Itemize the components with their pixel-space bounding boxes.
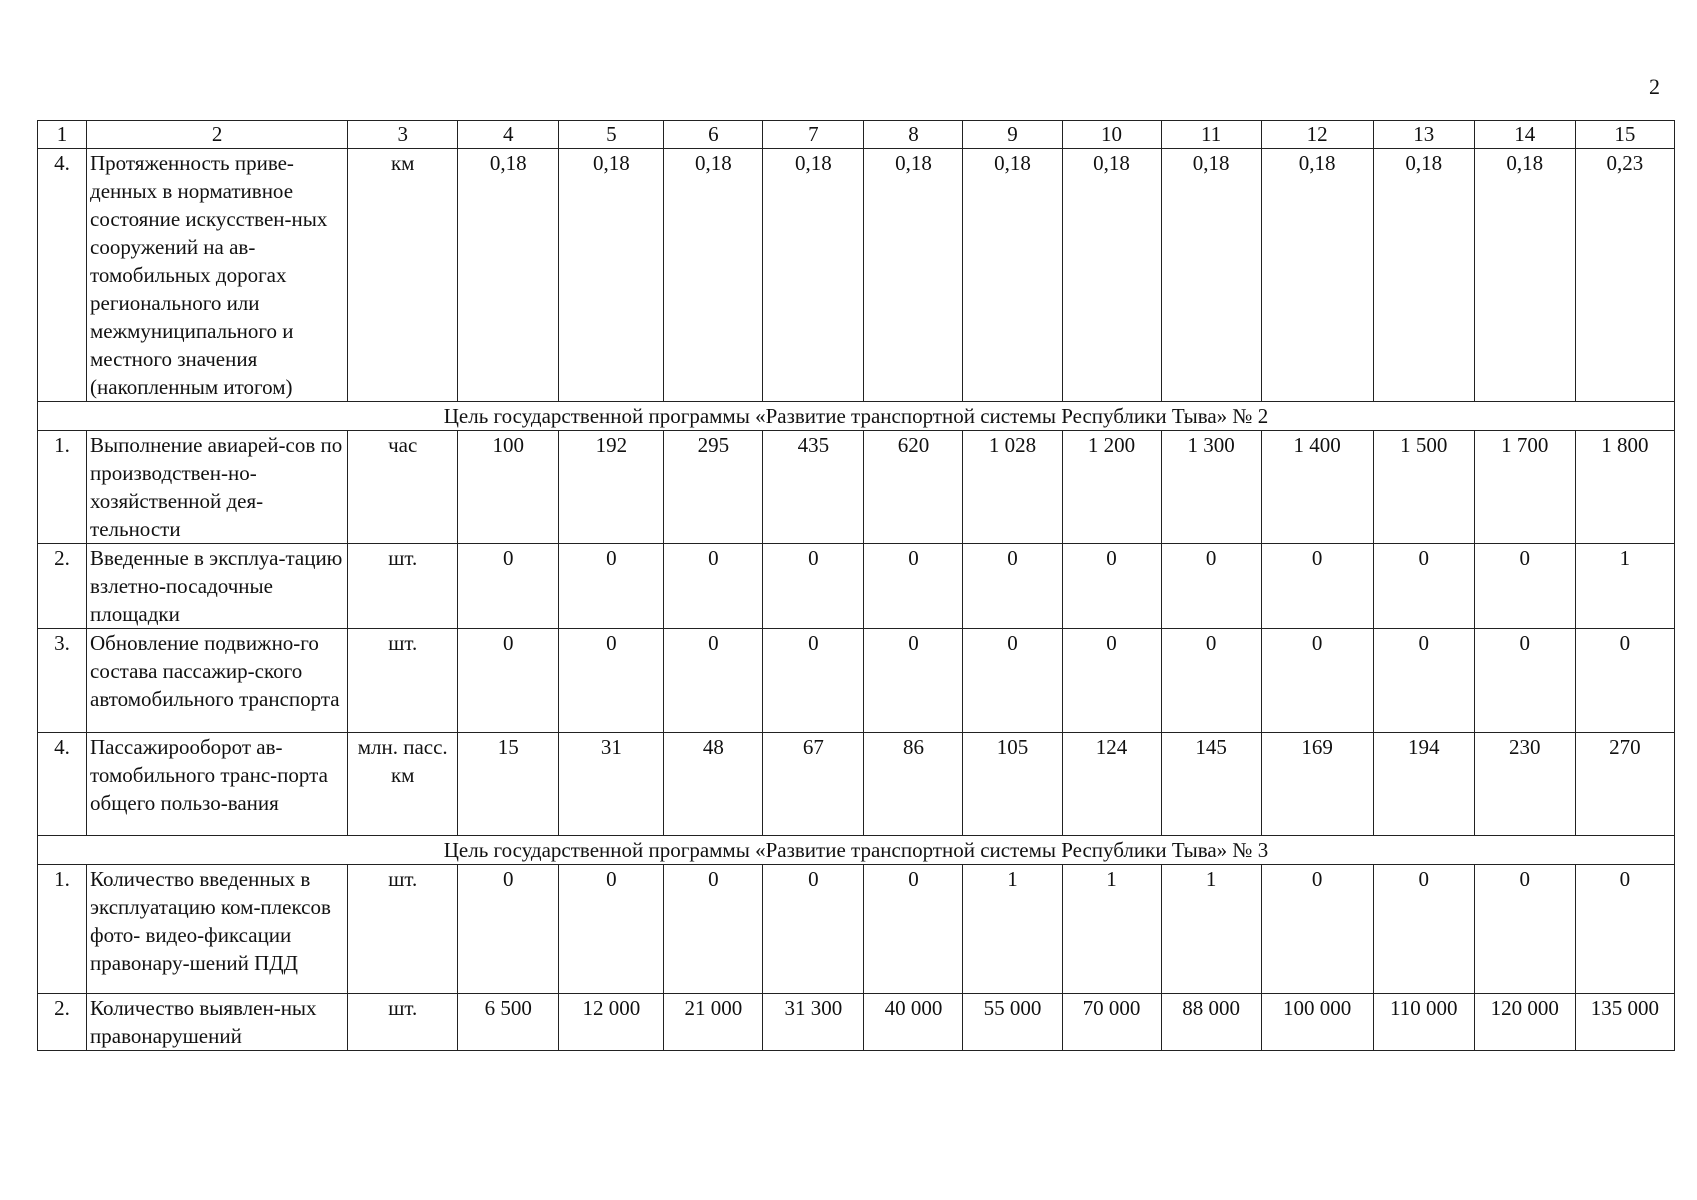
value-cell: 1 200 [1062, 431, 1161, 544]
value-cell: 169 [1261, 733, 1373, 836]
column-number: 3 [348, 121, 458, 149]
unit-of-measure: шт. [348, 629, 458, 733]
value-cell: 620 [864, 431, 963, 544]
value-cell: 435 [763, 431, 864, 544]
value-cell: 6 500 [458, 994, 559, 1051]
row-number: 1. [38, 865, 87, 994]
value-cell: 0,18 [1062, 149, 1161, 402]
value-cell: 0 [664, 544, 763, 629]
value-cell: 124 [1062, 733, 1161, 836]
column-number: 11 [1161, 121, 1261, 149]
table-row [38, 629, 1675, 733]
indicator-name: Количество введенных в эксплуатацию ком-плексов фото- видео-фиксации правонару-шений ПДД [87, 865, 348, 994]
value-cell: 0 [559, 629, 664, 733]
value-cell: 0 [458, 865, 559, 994]
column-number: 5 [559, 121, 664, 149]
value-cell: 0 [1373, 865, 1474, 994]
column-number: 1 [38, 121, 87, 149]
goal-heading: Цель государственной программы «Развитие транспортной системы Республики Тыва» № 2 [38, 402, 1675, 431]
page-number: 2 [1649, 74, 1660, 99]
value-cell: 0,18 [1373, 149, 1474, 402]
value-cell: 0,18 [458, 149, 559, 402]
indicator-name: Обновление подвижно-го состава пассажир-ского автомобильного транспорта [87, 629, 348, 733]
value-cell: 135 000 [1575, 994, 1674, 1051]
value-cell: 0 [1373, 544, 1474, 629]
value-cell: 1 700 [1474, 431, 1575, 544]
value-cell: 0,18 [864, 149, 963, 402]
value-cell: 0 [1474, 865, 1575, 994]
indicator-name: Протяженность приве-денных в нормативное состояние искусствен-ных сооружений на ав-томобильных дорогах регионального или межмуниципального и местного значения (накопленным итогом) [87, 149, 348, 402]
value-cell: 0,18 [559, 149, 664, 402]
value-cell: 0 [1575, 629, 1674, 733]
value-cell: 120 000 [1474, 994, 1575, 1051]
row-number: 3. [38, 629, 87, 733]
value-cell: 1 028 [963, 431, 1062, 544]
column-number: 2 [87, 121, 348, 149]
value-cell: 270 [1575, 733, 1674, 836]
value-cell: 31 300 [763, 994, 864, 1051]
unit-of-measure: млн. пасс. км [348, 733, 458, 836]
value-cell: 1 300 [1161, 431, 1261, 544]
indicator-name: Введенные в эксплуа-тацию взлетно-посадочные площадки [87, 544, 348, 629]
column-number: 10 [1062, 121, 1161, 149]
value-cell: 67 [763, 733, 864, 836]
table-row [38, 994, 1675, 1051]
value-cell: 0 [963, 544, 1062, 629]
value-cell: 15 [458, 733, 559, 836]
value-cell: 0 [1161, 629, 1261, 733]
row-number: 2. [38, 544, 87, 629]
value-cell: 0 [1062, 544, 1161, 629]
indicator-name: Выполнение авиарей-сов по производствен-но-хозяйственной дея-тельности [87, 431, 348, 544]
value-cell: 110 000 [1373, 994, 1474, 1051]
unit-of-measure: км [348, 149, 458, 402]
value-cell: 21 000 [664, 994, 763, 1051]
value-cell: 0 [864, 544, 963, 629]
value-cell: 1 800 [1575, 431, 1674, 544]
column-number: 15 [1575, 121, 1674, 149]
indicator-name: Пассажирооборот ав-томобильного транс-порта общего пользо-вания [87, 733, 348, 836]
value-cell: 1 [1161, 865, 1261, 994]
value-cell: 0 [1474, 544, 1575, 629]
value-cell: 145 [1161, 733, 1261, 836]
value-cell: 55 000 [963, 994, 1062, 1051]
column-number: 13 [1373, 121, 1474, 149]
value-cell: 0,18 [1474, 149, 1575, 402]
value-cell: 0,23 [1575, 149, 1674, 402]
table-row [38, 544, 1675, 629]
value-cell: 1 500 [1373, 431, 1474, 544]
column-number: 12 [1261, 121, 1373, 149]
table-body [38, 121, 1675, 1051]
value-cell: 0,18 [1161, 149, 1261, 402]
value-cell: 1 [1062, 865, 1161, 994]
row-number: 2. [38, 994, 87, 1051]
value-cell: 0,18 [763, 149, 864, 402]
value-cell: 31 [559, 733, 664, 836]
goal-row [38, 836, 1675, 865]
row-number: 4. [38, 149, 87, 402]
table-row [38, 149, 1675, 402]
row-number: 1. [38, 431, 87, 544]
row-number: 4. [38, 733, 87, 836]
value-cell: 0 [1575, 865, 1674, 994]
value-cell: 88 000 [1161, 994, 1261, 1051]
value-cell: 0 [664, 865, 763, 994]
value-cell: 86 [864, 733, 963, 836]
column-number: 4 [458, 121, 559, 149]
column-number: 7 [763, 121, 864, 149]
value-cell: 295 [664, 431, 763, 544]
value-cell: 0 [1261, 865, 1373, 994]
value-cell: 70 000 [1062, 994, 1161, 1051]
column-number-row [38, 121, 1675, 149]
value-cell: 0 [1261, 629, 1373, 733]
value-cell: 194 [1373, 733, 1474, 836]
value-cell: 0,18 [664, 149, 763, 402]
value-cell: 0 [559, 865, 664, 994]
value-cell: 100 000 [1261, 994, 1373, 1051]
table-row [38, 431, 1675, 544]
value-cell: 0 [1062, 629, 1161, 733]
value-cell: 0 [763, 629, 864, 733]
value-cell: 48 [664, 733, 763, 836]
value-cell: 230 [1474, 733, 1575, 836]
indicator-name: Количество выявлен-ных правонарушений [87, 994, 348, 1051]
unit-of-measure: час [348, 431, 458, 544]
value-cell: 0 [763, 544, 864, 629]
value-cell: 0 [458, 544, 559, 629]
value-cell: 0 [963, 629, 1062, 733]
table-row [38, 733, 1675, 836]
unit-of-measure: шт. [348, 865, 458, 994]
value-cell: 1 400 [1261, 431, 1373, 544]
goal-heading: Цель государственной программы «Развитие транспортной системы Республики Тыва» № 3 [38, 836, 1675, 865]
unit-of-measure: шт. [348, 544, 458, 629]
value-cell: 100 [458, 431, 559, 544]
value-cell: 0 [1261, 544, 1373, 629]
value-cell: 1 [963, 865, 1062, 994]
unit-of-measure: шт. [348, 994, 458, 1051]
column-number: 9 [963, 121, 1062, 149]
value-cell: 0 [1373, 629, 1474, 733]
column-number: 8 [864, 121, 963, 149]
value-cell: 0 [1161, 544, 1261, 629]
value-cell: 0 [458, 629, 559, 733]
value-cell: 0,18 [1261, 149, 1373, 402]
value-cell: 40 000 [864, 994, 963, 1051]
value-cell: 0 [664, 629, 763, 733]
value-cell: 0 [864, 629, 963, 733]
value-cell: 0 [559, 544, 664, 629]
value-cell: 1 [1575, 544, 1674, 629]
value-cell: 12 000 [559, 994, 664, 1051]
value-cell: 0,18 [963, 149, 1062, 402]
value-cell: 0 [1474, 629, 1575, 733]
value-cell: 0 [864, 865, 963, 994]
column-number: 14 [1474, 121, 1575, 149]
value-cell: 105 [963, 733, 1062, 836]
indicators-table [37, 120, 1675, 1051]
value-cell: 0 [763, 865, 864, 994]
column-number: 6 [664, 121, 763, 149]
table-row [38, 865, 1675, 994]
goal-row [38, 402, 1675, 431]
value-cell: 192 [559, 431, 664, 544]
